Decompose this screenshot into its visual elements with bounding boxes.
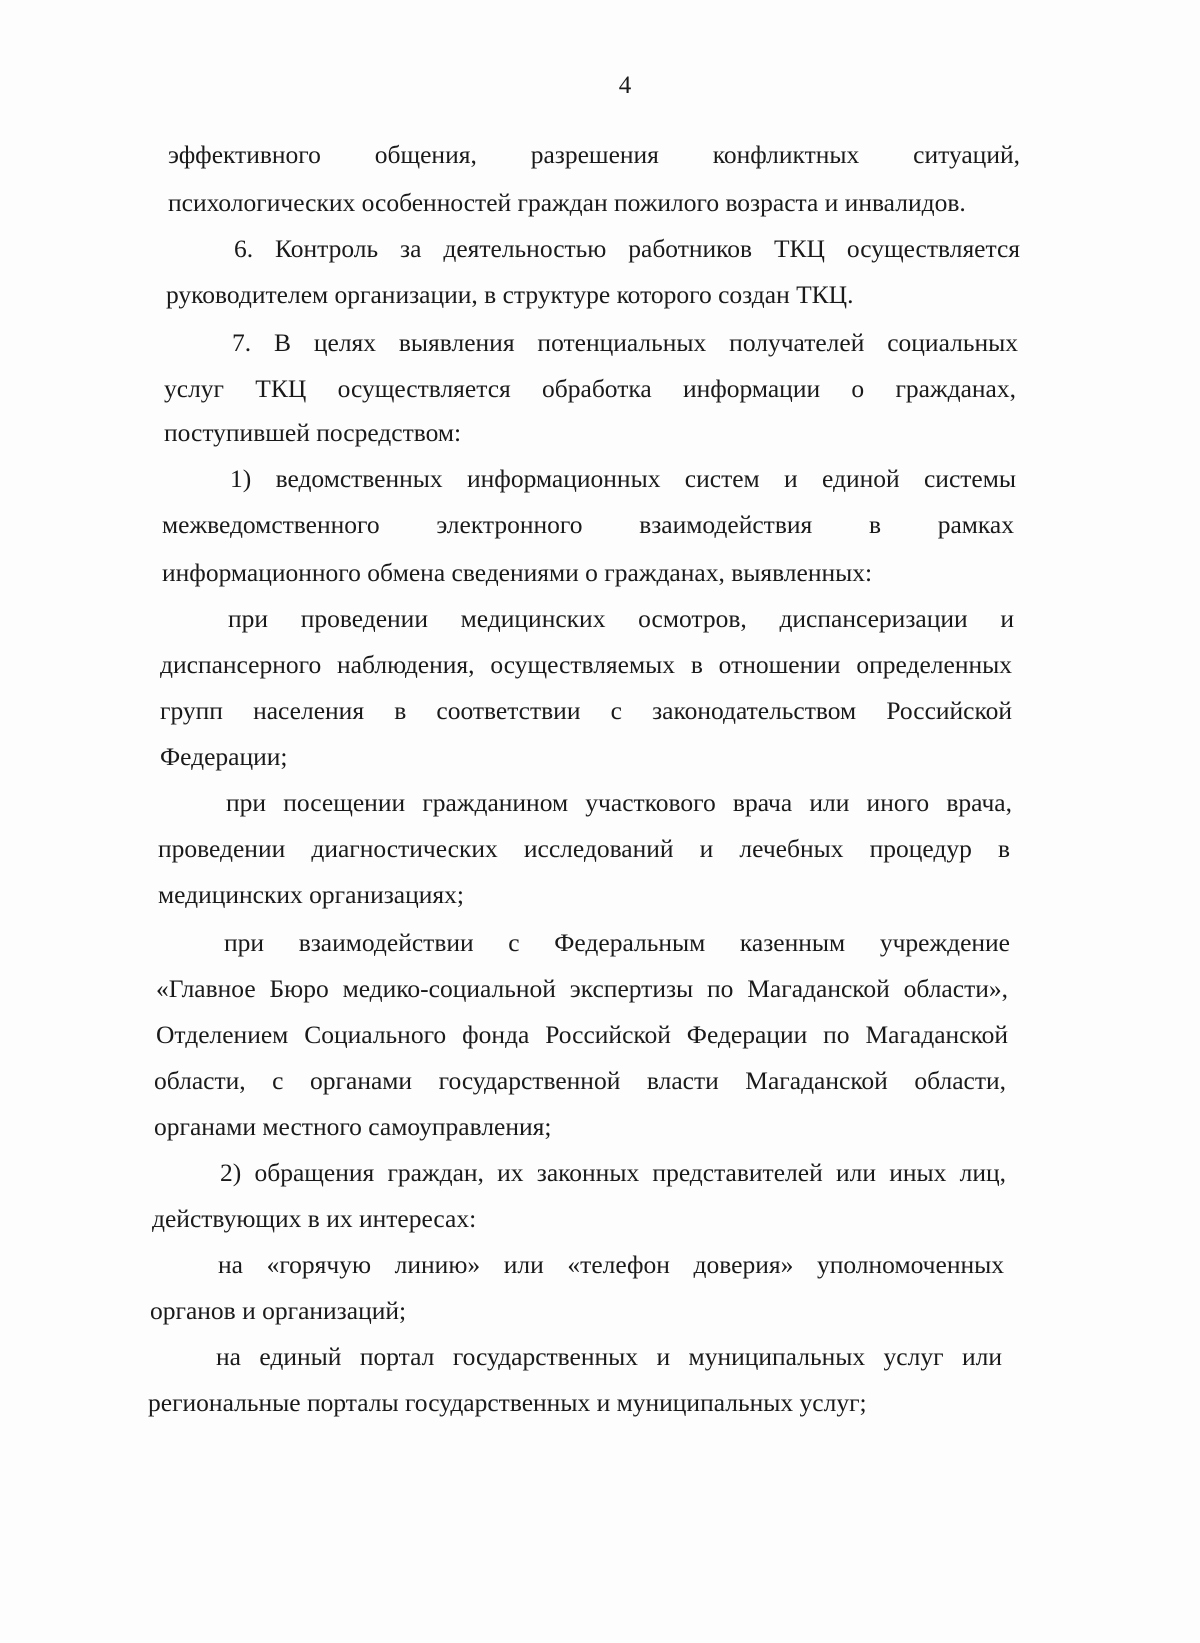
text-line: области, с органами государственной власти Магаданской области, (154, 1066, 1006, 1095)
page-number: 4 (618, 72, 632, 99)
text-line: при взаимодействии с Федеральным казенным учреждение (224, 928, 1010, 957)
text-line: эффективного общения, разрешения конфликтных ситуаций, (168, 140, 1020, 169)
text-line: услуг ТКЦ осуществляется обработка информации о гражданах, (164, 374, 1016, 403)
text-line: медицинских организациях; (158, 880, 464, 909)
text-line: 7. В целях выявления потенциальных получателей социальных (232, 328, 1018, 357)
text-line: Федерации; (160, 742, 288, 771)
text-line: диспансерного наблюдения, осуществляемых в отношении определенных (160, 650, 1012, 679)
text-line: на «горячую линию» или «телефон доверия» уполномоченных (218, 1250, 1004, 1279)
text-line: Отделением Социального фонда Российской Федерации по Магаданской (156, 1020, 1008, 1049)
text-line: информационного обмена сведениями о гражданах, выявленных: (162, 558, 873, 587)
text-line: на единый портал государственных и муниципальных услуг или (216, 1342, 1002, 1371)
text-line: «Главное Бюро медико-социальной экспертизы по Магаданской области», (156, 974, 1008, 1003)
text-line: групп населения в соответствии с законодательством Российской (160, 696, 1012, 725)
text-line: 2) обращения граждан, их законных представителей или иных лиц, (220, 1158, 1006, 1187)
text-line: региональные порталы государственных и муниципальных услуг; (148, 1388, 867, 1417)
text-line: психологических особенностей граждан пожилого возраста и инвалидов. (168, 188, 966, 217)
text-line: 1) ведомственных информационных систем и единой системы (230, 464, 1016, 493)
text-line: руководителем организации, в структуре которого создан ТКЦ. (166, 280, 854, 309)
text-line: межведомственного электронного взаимодействия в рамках (162, 510, 1014, 539)
text-line: 6. Контроль за деятельностью работников ТКЦ осуществляется (234, 234, 1020, 263)
text-line: при посещении гражданином участкового врача или иного врача, (226, 788, 1012, 817)
text-line: органами местного самоуправления; (154, 1112, 552, 1141)
text-line: органов и организаций; (150, 1296, 407, 1325)
text-line: поступившей посредством: (164, 418, 462, 447)
text-line: проведении диагностических исследований и лечебных процедур в (158, 834, 1010, 863)
text-line: при проведении медицинских осмотров, диспансеризации и (228, 604, 1014, 633)
text-line: действующих в их интересах: (152, 1204, 477, 1233)
